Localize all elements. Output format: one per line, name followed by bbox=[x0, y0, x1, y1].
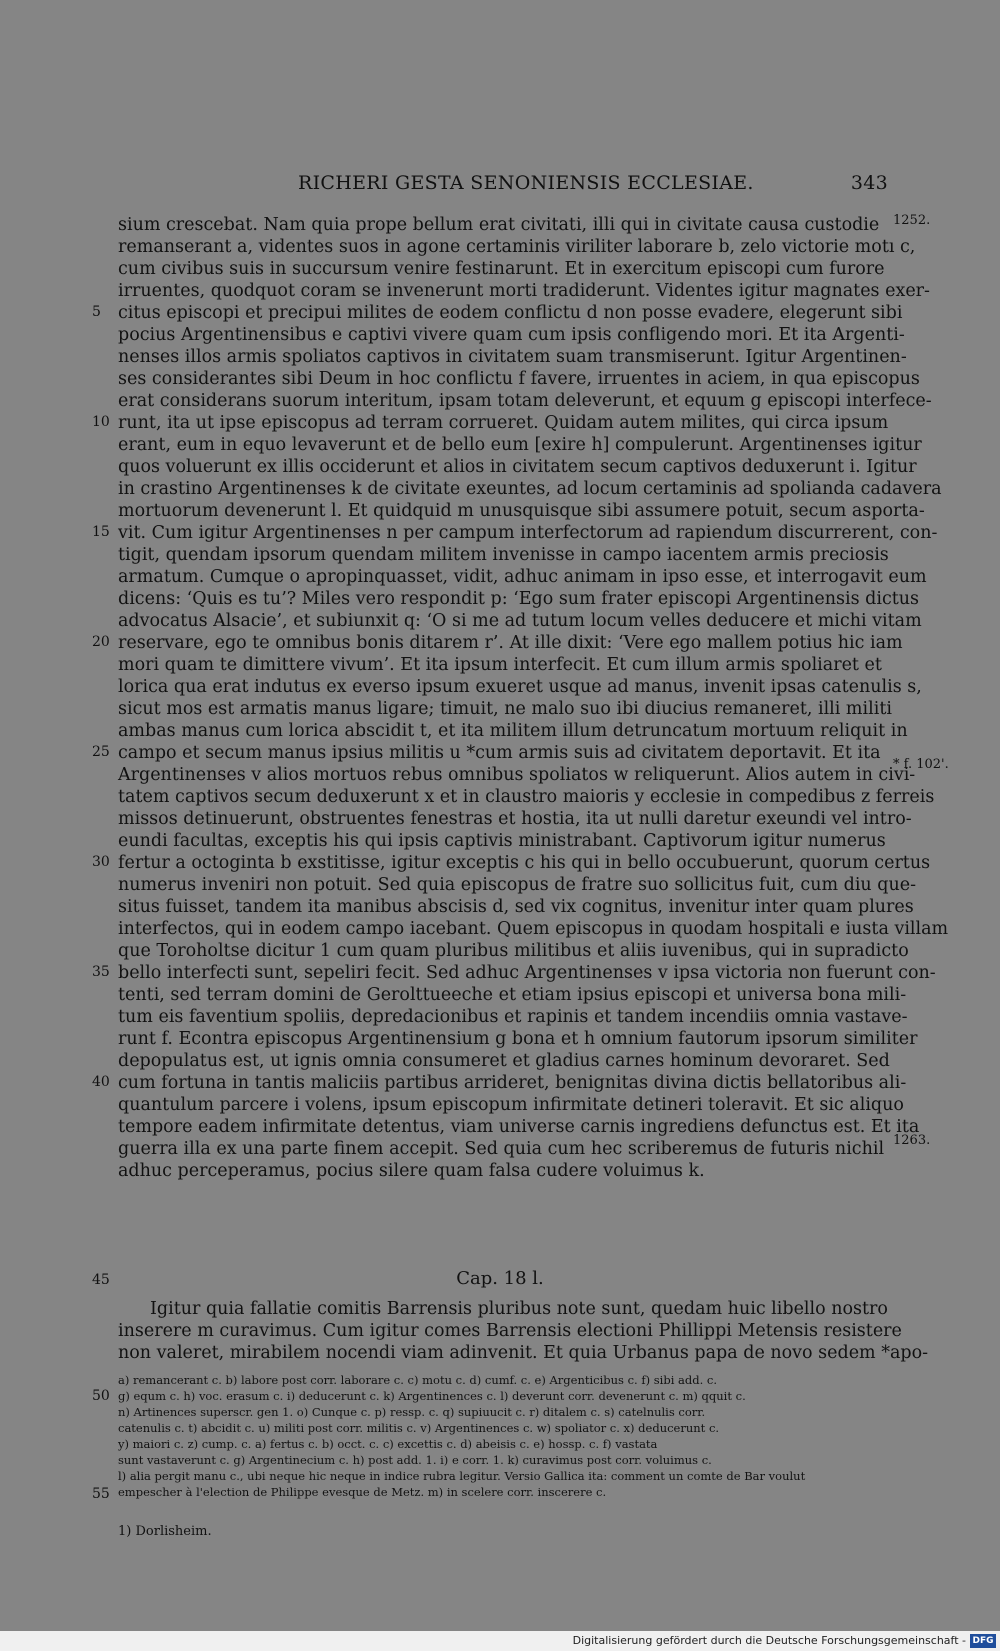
chapter-heading: Cap. 18 l. bbox=[456, 1268, 544, 1289]
text-line: sium crescebat. Nam quia prope bellum erat civitati, illi qui in civitate causa custodie bbox=[118, 215, 880, 235]
line-number-10: 10 bbox=[92, 414, 110, 430]
digitization-footer bbox=[0, 1631, 1000, 1651]
apparatus-line: empescher à l'election de Philippe evesque de Metz. m) in scelere corr. inscerere c. bbox=[118, 1485, 607, 1499]
text-line: irruentes, quodquot coram se invenerunt morti tradiderunt. Videntes igitur magnates exer- bbox=[118, 281, 930, 301]
text-line: missos detinuerunt, obstruentes fenestras et hostia, ita ut nulli daretur exeundi vel intro- bbox=[118, 809, 912, 829]
text-line: lorica qua erat indutus ex everso ipsum exueret usque ad manus, invenit ipsas catenulis s, bbox=[118, 677, 922, 697]
text-line: tenti, sed terram domini de Gerolttueeche et etiam ipsius episcopi et universa bona mili- bbox=[118, 985, 907, 1005]
text-line: remanserant a, videntes suos in agone certaminis viriliter laborare b, zelo victorie motı c, bbox=[118, 237, 916, 257]
text-line: adhuc perceperamus, pocius silere quam falsa cudere voluimus k. bbox=[118, 1161, 705, 1181]
text-line: mori quam te dimittere vivum’. Et ita ipsum interfecit. Et cum illum armis spoliaret et bbox=[118, 655, 882, 675]
text-line: nenses illos armis spoliatos captivos in civitatem suam transmiserunt. Igitur Argentinen- bbox=[118, 347, 907, 367]
text-line: quos voluerunt ex illis occiderunt et alios in civitatem secum captivos deduxerunt i. Igitur bbox=[118, 457, 917, 477]
text-line: bello interfecti sunt, sepeliri fecit. Sed adhuc Argentinenses v ipsa victoria non fuerunt con- bbox=[118, 963, 936, 983]
chapter-line: non valeret, mirabilem nocendi viam adinvenit. Et quia Urbanus papa de novo sedem *apo- bbox=[118, 1343, 929, 1363]
text-line: ambas manus cum lorica abscidit t, et ita militem illum detruncatum mortuum reliquit in bbox=[118, 721, 908, 741]
page-number: 343 bbox=[850, 172, 888, 194]
line-number-35: 35 bbox=[92, 964, 110, 980]
text-line: depopulatus est, ut ignis omnia consumeret et gladius carnes hominum devoraret. Sed bbox=[118, 1051, 890, 1071]
text-line: tatem captivos secum deduxerunt x et in claustro maioris y ecclesie in compedibus z ferreis bbox=[118, 787, 935, 807]
margin-folio: * f. 102'. bbox=[893, 757, 949, 772]
footnote: 1) Dorlisheim. bbox=[118, 1524, 212, 1539]
text-line: erat considerans suorum interitum, ipsam totam deleverunt, et equum g episcopi interfece- bbox=[118, 391, 932, 411]
text-line: eundi facultas, exceptis his qui ipsis captivis ministrabant. Captivorum igitur numerus bbox=[118, 831, 886, 851]
footer-text: Digitalisierung gefördert durch die Deutsche Forschungsgemeinschaft - bbox=[572, 1634, 966, 1647]
text-line: erant, eum in equo levaverunt et de bello eum [exire h] compulerunt. Argentinenses igitur bbox=[118, 435, 922, 455]
chapter-line: inserere m curavimus. Cum igitur comes Barrensis electioni Phillippi Metensis resistere bbox=[118, 1321, 902, 1341]
text-line: interfectos, qui in eodem campo iacebant. Quem episcopus in quodam hospitali e iusta villam bbox=[118, 919, 949, 939]
text-line: tempore eadem infirmitate detentus, viam universe carnis ingrediens defunctus est. Et ita bbox=[118, 1117, 920, 1137]
text-line: pocius Argentinensibus e captivi vivere quam cum ipsis confligendo mori. Et ita Argenti- bbox=[118, 325, 905, 345]
text-line: armatum. Cumque o apropinquasset, vidit, adhuc animam in ipso esse, et interrogavit eum bbox=[118, 567, 927, 587]
text-line: sicut mos est armatis manus ligare; timuit, ne malo suo ibi diucius remaneret, illi militi bbox=[118, 699, 892, 719]
line-number-55: 55 bbox=[92, 1486, 110, 1502]
text-line: citus episcopi et precipui milites de eodem conflictu d non posse evadere, elegerunt sibi bbox=[118, 303, 903, 323]
apparatus-line: catenulis c. t) abcidit c. u) militi post corr. militis c. v) Argentinences c. w) spoliator c. x) deducerunt c. bbox=[118, 1421, 720, 1435]
line-number-20: 20 bbox=[92, 634, 110, 650]
text-line: campo et secum manus ipsius militis u *cum armis suis ad civitatem deportavit. Et ita bbox=[118, 743, 881, 763]
margin-year-1263: 1263. bbox=[893, 1133, 931, 1148]
apparatus-line: l) alia pergit manu c., ubi neque hic neque in indice rubra legitur. Versio Gallica ita: comment un comte de Bar voulut bbox=[118, 1469, 806, 1483]
chapter-line: Igitur quia fallatie comitis Barrensis pluribus note sunt, quedam huic libello nostro bbox=[150, 1299, 888, 1319]
text-line: reservare, ego te omnibus bonis ditarem r’. At ille dixit: ‘Vere ego mallem potius hic iam bbox=[118, 633, 903, 653]
text-line: tum eis faventium spoliis, depredacionibus et rapinis et tandem incendiis omnia vastave- bbox=[118, 1007, 908, 1027]
line-number-25: 25 bbox=[92, 744, 110, 760]
text-line: que Toroholtse dicitur 1 cum quam pluribus militibus et aliis iuvenibus, qui in supradicto bbox=[118, 941, 909, 961]
text-line: runt, ita ut ipse episcopus ad terram corrueret. Quidam autem milites, qui circa ipsum bbox=[118, 413, 889, 433]
line-number-50: 50 bbox=[92, 1388, 110, 1404]
line-number-15: 15 bbox=[92, 524, 110, 540]
text-line: dicens: ‘Quis es tu’? Miles vero respondit p: ‘Ego sum frater episcopi Argentinensis dictus bbox=[118, 589, 920, 609]
text-line: Argentinenses v alios mortuos rebus omnibus spoliatos w reliquerunt. Alios autem in civi- bbox=[118, 765, 916, 785]
line-number-45: 45 bbox=[92, 1272, 110, 1288]
apparatus-line: sunt vastaverunt c. g) Argentinecium c. h) post add. 1. i) e corr. 1. k) curavimus post corr. voluimus c. bbox=[118, 1453, 712, 1467]
text-line: fertur a octoginta b exstitisse, igitur exceptis c his qui in bello occubuerunt, quorum certus bbox=[118, 853, 931, 873]
text-line: in crastino Argentinenses k de civitate exeuntes, ad locum certaminis ad spolianda cadavera bbox=[118, 479, 942, 499]
dfg-logo: DFG bbox=[970, 1634, 996, 1648]
text-line: mortuorum devenerunt l. Et quidquid m unusquisque sibi assumere potuit, secum asporta- bbox=[118, 501, 925, 521]
apparatus-line: n) Artinences superscr. gen 1. o) Cunque c. p) ressp. c. q) supiuucit c. r) ditalem c. s) catelnulis corr. bbox=[118, 1405, 706, 1419]
margin-year-1252: 1252. bbox=[893, 213, 931, 228]
line-number-40: 40 bbox=[92, 1074, 110, 1090]
text-line: vit. Cum igitur Argentinenses n per campum interfectorum ad rapiendum discurrerent, con- bbox=[118, 523, 938, 543]
text-line: tigit, quendam ipsorum quendam militem invenisse in campo iacentem armis preciosis bbox=[118, 545, 889, 565]
text-line: advocatus Alsacie’, et subiunxit q: ‘O si me ad tutum locum velles deducere et michi vitam bbox=[118, 611, 922, 631]
line-number-5: 5 bbox=[92, 304, 101, 320]
text-line: runt f. Econtra episcopus Argentinensium g bona et h omnium fautorum ipsorum similiter bbox=[118, 1029, 918, 1049]
apparatus-line: a) remancerant c. b) labore post corr. laborare c. c) motu c. d) cumf. c. e) Argenticibus c. f) sibi add. c. bbox=[118, 1373, 718, 1387]
text-line: guerra illa ex una parte finem accepit. Sed quia cum hec scriberemus de futuris nichil bbox=[118, 1139, 885, 1159]
text-line: situs fuisset, tandem ita manibus abscisis d, sed vix cognitus, invenitur inter quam plures bbox=[118, 897, 914, 917]
apparatus-line: g) equm c. h) voc. erasum c. i) deducerunt c. k) Argentinences c. l) deverunt corr. devenerunt c. m) qquit c. bbox=[118, 1389, 746, 1403]
text-line: cum fortuna in tantis maliciis partibus arrideret, benignitas divina dictis bellatoribus ali- bbox=[118, 1073, 907, 1093]
text-line: cum civibus suis in succursum venire festinarunt. Et in exercitum episcopi cum furore bbox=[118, 259, 885, 279]
apparatus-line: y) maiori c. z) cump. c. a) fertus c. b) occt. c. c) excettis c. d) abeisis c. e) hossp. c. f) vastata bbox=[118, 1437, 658, 1451]
line-number-30: 30 bbox=[92, 854, 110, 870]
text-line: numerus inveniri non potuit. Sed quia episcopus de fratre suo sollicitus fuit, cum diu que- bbox=[118, 875, 917, 895]
text-line: ses considerantes sibi Deum in hoc conflictu f favere, irruentes in aciem, in qua episcopus bbox=[118, 369, 920, 389]
running-title: RICHERI GESTA SENONIENSIS ECCLESIAE. bbox=[298, 172, 754, 194]
text-line: quantulum parcere i volens, ipsum episcopum infirmitate detineri toleravit. Et sic aliquo bbox=[118, 1095, 904, 1115]
